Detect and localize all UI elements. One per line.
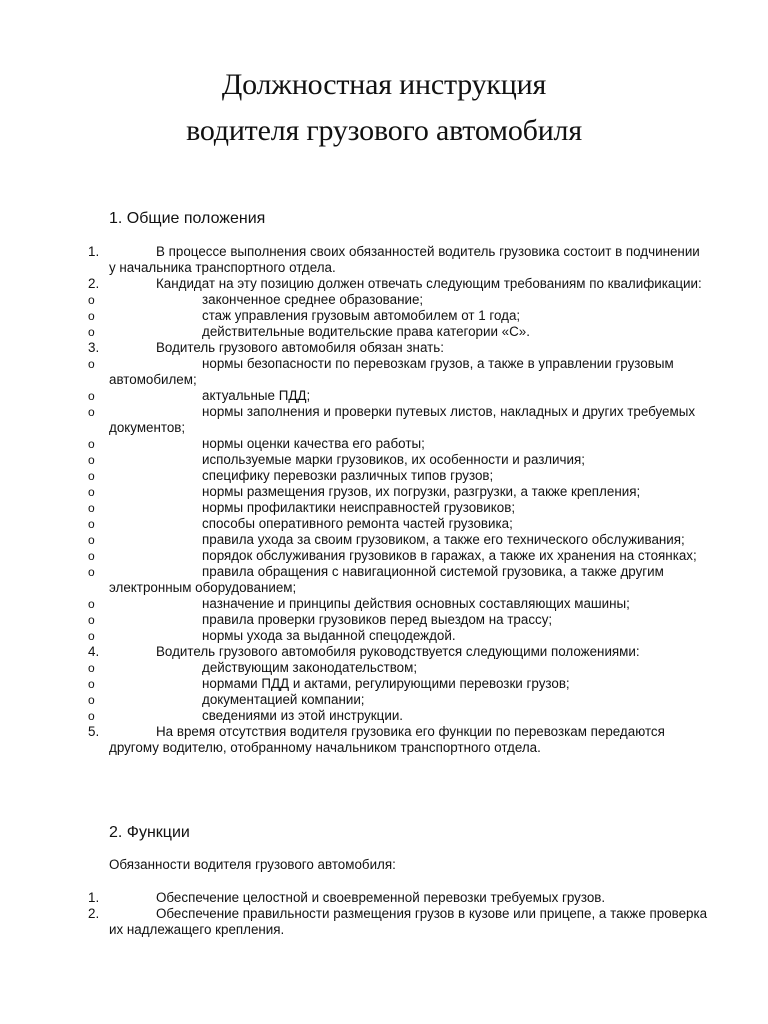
- bullet-list-item: [0, 468, 768, 484]
- list-item-text: нормы размещения грузов, их погрузки, разгрузки, а также крепления;: [202, 484, 641, 499]
- bullet-marker: o: [88, 469, 95, 483]
- bullet-list-item: [0, 388, 768, 404]
- bullet-list-item: [0, 404, 768, 436]
- list-item-text: правила ухода за своим грузовиком, а также его технического обслуживания;: [202, 532, 685, 547]
- list-number: 1.: [88, 890, 100, 905]
- list-item-text: Кандидат на эту позицию должен отвечать следующим требованиям по квалификации:: [156, 276, 702, 291]
- list-item-text: Водитель грузового автомобиля руководствуется следующими положениями:: [156, 644, 640, 659]
- bullet-marker: o: [88, 677, 95, 691]
- list-number: 4.: [88, 644, 100, 659]
- list-item-text: действующим законодательством;: [202, 660, 418, 675]
- bullet-marker: o: [88, 517, 95, 531]
- bullet-marker: o: [88, 693, 95, 707]
- bullet-marker: o: [88, 501, 95, 515]
- bullet-marker: o: [88, 437, 95, 451]
- numbered-list-item: [0, 340, 768, 356]
- bullet-marker: o: [88, 357, 95, 371]
- bullet-marker: o: [88, 309, 95, 323]
- bullet-marker: o: [88, 597, 95, 611]
- list-number: 5.: [88, 724, 100, 739]
- list-number: 2.: [88, 906, 100, 921]
- bullet-list-item: [0, 308, 768, 324]
- list-item-text: документацией компании;: [202, 692, 365, 707]
- bullet-list-item: [0, 436, 768, 452]
- list-item-text: правила обращения с навигационной системой грузовика, а также другим электронным оборудованием;: [109, 564, 664, 595]
- list-item-text: Обеспечение правильности размещения грузов в кузове или прицепе, а также проверка их надлежащего крепления.: [109, 906, 708, 937]
- list-item-text: действительные водительские права категории «С».: [202, 324, 530, 339]
- list-item-text: специфику перевозки различных типов грузов;: [202, 468, 494, 483]
- bullet-list-item: [0, 660, 768, 676]
- list-item-text: используемые марки грузовиков, их особенности и различия;: [202, 452, 585, 467]
- bullet-list-item: [0, 548, 768, 564]
- list-item-text: способы оперативного ремонта частей грузовика;: [202, 516, 513, 531]
- list-number: 1.: [88, 244, 100, 259]
- bullet-list-item: [0, 324, 768, 340]
- list-item-text: назначение и принципы действия основных составляющих машины;: [202, 596, 630, 611]
- bullet-list-item: [0, 484, 768, 500]
- list-item-text: Обеспечение целостной и своевременной перевозки требуемых грузов.: [156, 890, 606, 905]
- list-item-text: законченное среднее образование;: [202, 292, 424, 307]
- bullet-marker: o: [88, 661, 95, 675]
- numbered-list-item: [0, 644, 768, 660]
- bullet-marker: o: [88, 565, 95, 579]
- bullet-marker: o: [88, 709, 95, 723]
- bullet-marker: o: [88, 549, 95, 563]
- list-item-text: нормы ухода за выданной спецодеждой.: [202, 628, 456, 643]
- bullet-marker: o: [88, 629, 95, 643]
- list-number: 2.: [88, 276, 100, 291]
- bullet-list-item: [0, 708, 768, 724]
- list-item-text: сведениями из этой инструкции.: [202, 708, 404, 723]
- bullet-list-item: [0, 692, 768, 708]
- bullet-list-item: [0, 356, 768, 388]
- section-1-list: [0, 244, 768, 756]
- list-item-text: нормы профилактики неисправностей грузовиков;: [202, 500, 516, 515]
- bullet-list-item: [0, 676, 768, 692]
- list-item-text: нормы заполнения и проверки путевых листов, накладных и других требуемых документов;: [109, 404, 696, 435]
- document-title-line-1: Должностная инструкция: [221, 68, 547, 101]
- list-item-text: нормы оценки качества его работы;: [202, 436, 425, 451]
- bullet-list-item: [0, 500, 768, 516]
- list-item-text: В процессе выполнения своих обязанностей водитель грузовика состоит в подчинении у начальника транспортного отдела.: [109, 244, 700, 275]
- bullet-list-item: [0, 452, 768, 468]
- bullet-marker: o: [88, 533, 95, 547]
- list-item-text: нормами ПДД и актами, регулирующими перевозки грузов;: [202, 676, 570, 691]
- numbered-list-item: [0, 906, 768, 938]
- numbered-list-item: [0, 276, 768, 292]
- document-title-line-2: водителя грузового автомобиля: [186, 114, 582, 147]
- numbered-list-item: [0, 244, 768, 276]
- list-item-text: стаж управления грузовым автомобилем от 1 года;: [202, 308, 521, 323]
- list-item-text: актуальные ПДД;: [202, 388, 311, 403]
- bullet-marker: o: [88, 405, 95, 419]
- numbered-list-item: [0, 890, 768, 906]
- list-item-text: нормы безопасности по перевозкам грузов, а также в управлении грузовым автомобилем;: [109, 356, 674, 387]
- bullet-list-item: [0, 628, 768, 644]
- bullet-list-item: [0, 564, 768, 596]
- list-number: 3.: [88, 340, 100, 355]
- bullet-marker: o: [88, 453, 95, 467]
- list-item-text: Водитель грузового автомобиля обязан знать:: [156, 340, 444, 355]
- list-item-text: правила проверки грузовиков перед выездом на трассу;: [202, 612, 553, 627]
- bullet-marker: o: [88, 485, 95, 499]
- list-item-text: порядок обслуживания грузовиков в гаражах, а также их хранения на стоянках;: [202, 548, 697, 563]
- bullet-marker: o: [88, 613, 95, 627]
- numbered-list-item: [0, 724, 768, 756]
- bullet-list-item: [0, 612, 768, 628]
- list-item-text: На время отсутствия водителя грузовика его функции по перевозкам передаются другому водителю, отобранному начальником транспортного отдела.: [109, 724, 665, 755]
- section-2-intro: Обязанности водителя грузового автомобиля:: [109, 857, 396, 872]
- bullet-list-item: [0, 532, 768, 548]
- bullet-list-item: [0, 516, 768, 532]
- section-2-list: [0, 890, 768, 938]
- section-2-heading: 2. Функции: [109, 824, 190, 841]
- section-1-heading: 1. Общие положения: [109, 210, 266, 227]
- bullet-marker: o: [88, 325, 95, 339]
- bullet-list-item: [0, 596, 768, 612]
- bullet-marker: o: [88, 389, 95, 403]
- bullet-marker: o: [88, 293, 95, 307]
- bullet-list-item: [0, 292, 768, 308]
